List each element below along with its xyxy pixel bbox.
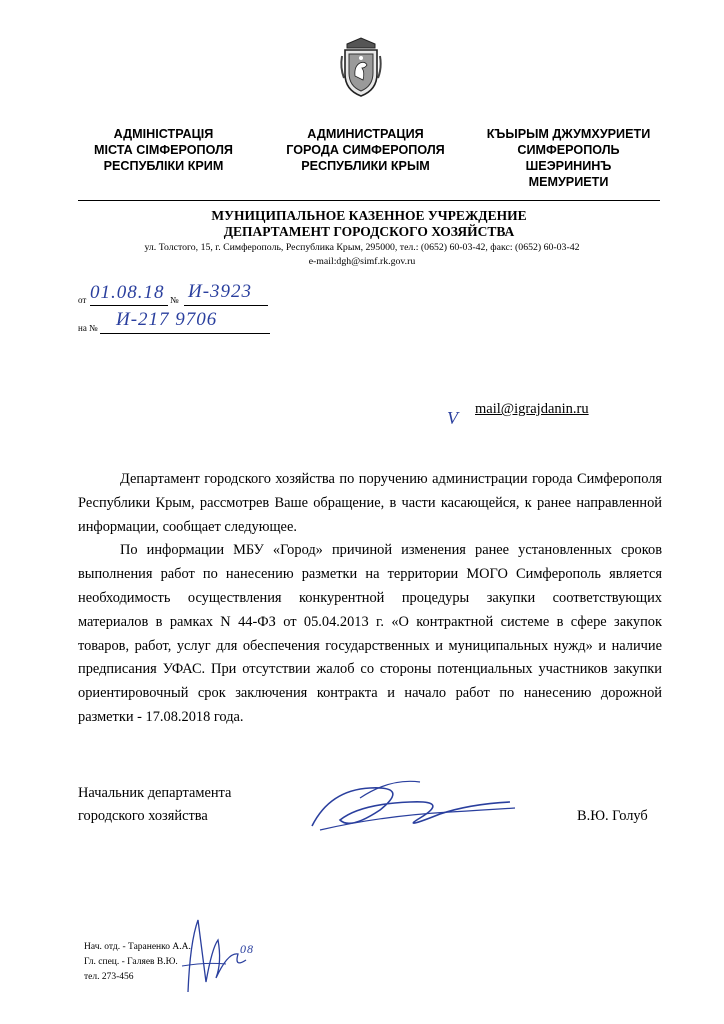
header-line: РЕСПУБЛИКИ КРЫМ <box>301 159 430 173</box>
header-ukrainian <box>56 126 271 174</box>
header-line: РЕСПУБЛІКИ КРИМ <box>103 159 224 173</box>
footer-line: тел. 273-456 <box>84 972 134 982</box>
footer-line: Гл. спец. - Галяев В.Ю. <box>84 957 178 967</box>
reply-label: на № <box>78 323 98 333</box>
letter-body <box>78 468 662 730</box>
footer-contacts <box>84 940 191 985</box>
header-line: ШЕЭРИНИНЪ <box>525 159 612 173</box>
header-line: ГОРОДА СИМФЕРОПОЛЯ <box>286 143 445 157</box>
header-line: АДМІНІСТРАЦІЯ <box>113 127 214 141</box>
org-email: e-mail:dgh@simf.rk.gov.ru <box>308 256 416 267</box>
handwritten-signature <box>300 768 520 848</box>
signatory-title-line2: городского хозяйства <box>78 808 208 824</box>
date-underline <box>90 305 168 306</box>
body-paragraph-1: Департамент городского хозяйства по поручению администрации города Симферополя Республики Крым, рассмотрев Ваше обращение, в части касающейся, к ранее направленной информации, сообщает следующее. <box>78 471 662 535</box>
number-handwritten: И-3923 <box>188 281 253 302</box>
header-line: АДМИНИСТРАЦИЯ <box>307 127 424 141</box>
org-name-line1: МУНИЦИПАЛЬНОЕ КАЗЕННОЕ УЧРЕЖДЕНИЕ <box>211 208 527 223</box>
body-paragraph-2: По информации МБУ «Город» причиной изменения ранее установленных сроков выполнения работ по нанесению разметки на территории МОГО Симферополь является необходимость осуществления конкурентной процедуры закупки соответствующих материалов в рамках N 44-ФЗ от 05.04.2013 г. «О контрактной системе в сфере закупок товаров, работ, услуг для обеспечения государственных и муниципальных нужд» и наличие предписания УФАС. При отсутствии жалоб со стороны потенциальных участников закупки ориентировочный срок заключения контракта и начало работ по нанесению дорожной разметки - 17.08.2018 года. <box>78 542 662 725</box>
header-crimean-tatar <box>461 126 676 190</box>
number-label: № <box>170 295 179 305</box>
recipient-email[interactable]: mail@igrajdanin.ru <box>475 401 589 417</box>
reply-number-handwritten: И-217 9706 <box>116 309 218 330</box>
initials-signature <box>176 912 272 996</box>
date-handwritten: 01.08.18 <box>90 282 165 303</box>
org-name-line2: ДЕПАРТАМЕНТ ГОРОДСКОГО ХОЗЯЙСТВА <box>223 224 515 239</box>
initials-note: 08 <box>240 942 254 956</box>
header-russian <box>258 126 473 174</box>
header-divider <box>78 200 660 201</box>
signatory-title-line1: Начальник департамента <box>78 785 232 801</box>
header-line: МЕМУРИЕТИ <box>528 175 609 189</box>
number-underline <box>184 305 268 306</box>
date-label: от <box>78 295 87 305</box>
check-mark: V <box>447 408 459 428</box>
org-address: ул. Толстого, 15, г. Симферополь, Республика Крым, 295000, тел.: (0652) 60-03-42, факс: (0652) 60-03-42 <box>144 242 580 253</box>
header-line: КЪЫРЫМ ДЖУМХУРИЕТИ <box>486 127 651 141</box>
reply-underline <box>100 333 270 334</box>
coat-of-arms-icon <box>338 36 384 98</box>
header-line: СИМФЕРОПОЛЬ <box>517 143 620 157</box>
signatory-title <box>78 782 231 828</box>
signatory-name: В.Ю. Голуб <box>577 808 648 824</box>
footer-line: Нач. отд. - Тараненко А.А. <box>84 942 191 952</box>
header-line: МІСТА СІМФЕРОПОЛЯ <box>94 143 233 157</box>
